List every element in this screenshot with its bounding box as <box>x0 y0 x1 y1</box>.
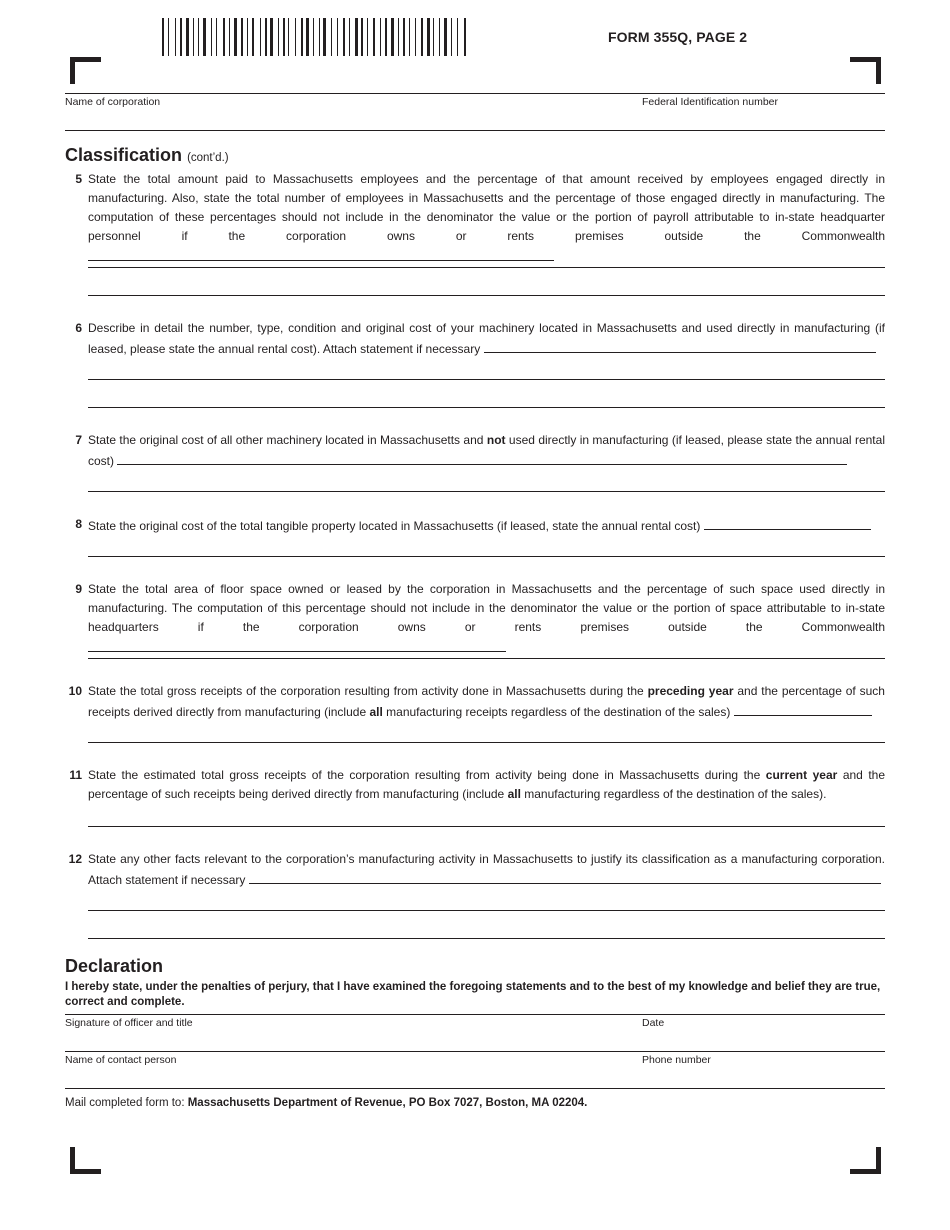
question-emphasis: not <box>486 433 506 447</box>
answer-field-6[interactable] <box>484 338 876 353</box>
question-text: manufacturing receipts regardless of the destination of the sales) <box>386 705 731 719</box>
answer-line-12[interactable] <box>88 938 885 939</box>
answer-line-8[interactable] <box>88 556 885 557</box>
question-number: 12 <box>68 852 82 866</box>
barcode <box>160 18 470 56</box>
answer-line-5[interactable] <box>88 295 885 296</box>
name-fein-field[interactable] <box>65 130 885 131</box>
answer-field-12[interactable] <box>249 869 881 884</box>
question-emphasis: current year <box>765 768 838 782</box>
question-8 <box>65 515 885 536</box>
answer-field-8[interactable] <box>704 515 871 530</box>
question-text: Describe in detail the number, type, condition and original cost of your machinery located in Massachusetts and used directly in manufacturing (if leased, please state the annual rental cost). Attach statement if necessary <box>88 321 885 356</box>
classification-title: Classification <box>65 145 183 165</box>
answer-line-6[interactable] <box>88 379 885 380</box>
question-9 <box>65 580 885 658</box>
divider <box>65 93 885 94</box>
question-text: State the total gross receipts of the corporation resulting from activity done in Massachusetts during the <box>88 684 644 698</box>
answer-line-11[interactable] <box>88 826 885 827</box>
answer-field-5[interactable] <box>88 246 554 261</box>
question-text: State any other facts relevant to the corporation’s manufacturing activity in Massachusetts to justify its classification as a manufacturing corporation. Attach statement if necessary <box>88 852 885 887</box>
mail-address: Massachusetts Department of Revenue, PO Box 7027, Boston, MA 02204. <box>187 1097 588 1109</box>
question-emphasis: preceding year <box>647 684 734 698</box>
signature-label: Signature of officer and title <box>65 1017 193 1029</box>
question-number: 8 <box>75 517 82 531</box>
question-text: and the percentage of such receipts being derived directly from manufacturing (include <box>88 768 886 801</box>
question-6 <box>65 319 885 359</box>
declaration-title: Declaration <box>65 956 164 976</box>
name-of-corporation-label: Name of corporation <box>65 96 161 108</box>
declaration-statement: I hereby state, under the penalties of perjury, that I have examined the foregoing statements and to the best of my knowledge and belief they are true, correct and complete. <box>65 981 881 1008</box>
crop-mark-top-left <box>70 57 101 84</box>
date-label: Date <box>642 1017 665 1029</box>
question-text: State the original cost of the total tangible property located in Massachusetts (if leased, state the annual rental cost) <box>88 519 701 533</box>
question-5 <box>65 170 885 267</box>
contact-phone-field[interactable] <box>65 1088 885 1089</box>
question-text: State the original cost of all other machinery located in Massachusetts and <box>88 433 484 447</box>
answer-line-12[interactable] <box>88 910 885 911</box>
question-text: State the estimated total gross receipts of the corporation resulting from activity being done in Massachusetts during the <box>88 768 761 782</box>
divider <box>65 1014 885 1015</box>
question-number: 6 <box>75 321 82 335</box>
answer-line-6[interactable] <box>88 407 885 408</box>
question-number: 5 <box>75 172 82 186</box>
fein-label: Federal Identification number <box>642 96 778 108</box>
question-text: used directly in manufacturing (if leased, please state the annual rental cost) <box>88 433 885 468</box>
answer-field-9[interactable] <box>88 637 506 652</box>
crop-mark-bottom-right <box>850 1147 881 1174</box>
question-number: 9 <box>75 582 82 596</box>
phone-label: Phone number <box>642 1054 711 1066</box>
answer-field-10[interactable] <box>734 701 872 716</box>
question-7 <box>65 431 885 471</box>
question-text: and the percentage of such receipts derived directly from manufacturing (include <box>88 684 885 719</box>
question-emphasis: all <box>369 705 383 719</box>
signature-date-field[interactable] <box>65 1051 885 1052</box>
contact-person-label: Name of contact person <box>65 1054 177 1066</box>
answer-line-10[interactable] <box>88 742 885 743</box>
question-text: manufacturing regardless of the destination of the sales). <box>524 787 827 801</box>
answer-line-7[interactable] <box>88 491 885 492</box>
mail-prefix: Mail completed form to: <box>65 1097 185 1109</box>
question-text: State the total amount paid to Massachusetts employees and the percentage of that amount received by employees engaged directly in manufacturing. Also, state the total number of employees in Massachusetts and the percentage of those engaged directly in manufacturing. The computation of these percentages should not include in the denominator the value or the portion of payroll attributable to in-state headquarter personnel if the corporation owns or rents premises outside the Commonwealth <box>88 172 885 243</box>
crop-mark-top-right <box>850 57 881 84</box>
question-number: 7 <box>75 433 82 447</box>
question-11 <box>65 766 885 804</box>
contd-label: (cont’d.) <box>187 152 229 164</box>
question-10 <box>65 682 885 722</box>
question-number: 11 <box>69 768 82 782</box>
mailing-instructions <box>65 1097 587 1109</box>
question-emphasis: all <box>507 787 521 801</box>
form-title: FORM 355Q, PAGE 2 <box>608 29 748 45</box>
answer-line-5[interactable] <box>88 267 885 268</box>
classification-heading <box>65 145 229 166</box>
question-12 <box>65 850 885 890</box>
question-text: State the total area of floor space owned or leased by the corporation in Massachusetts and the percentage of such space used directly in manufacturing. The computation of this percentage should not include in the denominator the value or the portion of space attributable to in-state headquarters if the corporation owns or rents premises outside the Commonwealth <box>88 582 885 634</box>
answer-field-7[interactable] <box>117 450 847 465</box>
question-number: 10 <box>68 684 82 698</box>
crop-mark-bottom-left <box>70 1147 101 1174</box>
answer-line-9[interactable] <box>88 658 885 659</box>
